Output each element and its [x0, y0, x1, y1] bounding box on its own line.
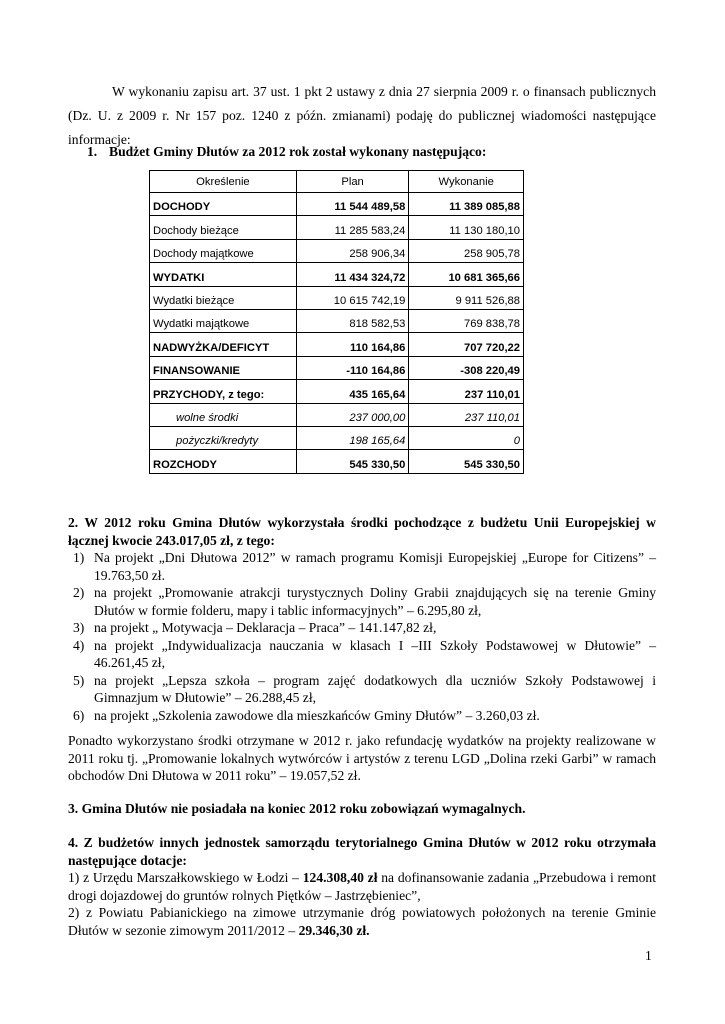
column-header-wykonanie: Wykonanie — [409, 171, 524, 193]
refund-paragraph: Ponadto wykorzystano środki otrzymane w 2012 r. jako refundację wydatków na projekty realizowane w 2011 roku tj. „Promowanie lokalnych wytwórców i artystów z terenu LGD „Dolina rzeki Garbi” w ramach obchodów Dni Dłutowa w 2011 roku” – 19.057,52 zł. — [68, 733, 656, 783]
execution-value: 237 110,01 — [409, 403, 524, 426]
table-row-pozyczki-kredyty — [150, 426, 524, 449]
section-4 — [68, 834, 656, 939]
row-label: NADWYŻKA/DEFICYT — [150, 333, 297, 356]
grant-item-2-prefix: 2) z Powiatu Pabianickiego na zimowe utrzymanie dróg powiatowych położonych na terenie Gminie Dłutów w sezonie zimowym 2011/2012 – — [68, 905, 656, 938]
row-label: FINANSOWANIE — [150, 356, 297, 379]
row-label: WYDATKI — [150, 263, 297, 286]
table-row-przychody — [150, 380, 524, 403]
plan-value: 818 582,53 — [296, 309, 409, 332]
row-label: Dochody bieżące — [150, 216, 297, 239]
execution-value: 237 110,01 — [409, 380, 524, 403]
plan-value: 545 330,50 — [296, 450, 409, 473]
execution-value: 707 720,22 — [409, 333, 524, 356]
list-item-index: 4) — [73, 637, 85, 653]
page-number: 1 — [645, 948, 652, 963]
table-row-finansowanie — [150, 356, 524, 379]
table-row-nadwyzka-deficyt — [150, 333, 524, 356]
list-item — [68, 619, 656, 637]
row-label: Wydatki bieżące — [150, 286, 297, 309]
intro-paragraph: W wykonaniu zapisu art. 37 ust. 1 pkt 2 ustawy z dnia 27 sierpnia 2009 r. o finansach publicznych (Dz. U. z 2009 r. Nr 157 poz. 1240 z późn. zmianami) podaję do publicznej wiadomości następujące informacje: — [68, 83, 656, 147]
table-row-wydatki — [150, 263, 524, 286]
execution-value: 258 905,78 — [409, 239, 524, 262]
grant-item-1-amount: 124.308,40 zł — [302, 870, 378, 885]
table-row-rozchody — [150, 450, 524, 473]
plan-value: 11 434 324,72 — [296, 263, 409, 286]
grant-item-2 — [68, 904, 656, 939]
plan-value: 11 544 489,58 — [296, 193, 409, 216]
grant-item-1 — [68, 869, 656, 904]
row-label: DOCHODY — [150, 193, 297, 216]
execution-value: 9 911 526,88 — [409, 286, 524, 309]
section-2-heading: 2. W 2012 roku Gmina Dłutów wykorzystała środki pochodzące z budżetu Unii Europejskiej w łącznej kwocie 243.017,05 zł, z tego: — [68, 515, 656, 548]
table-row-dochody-biezace — [150, 216, 524, 239]
budget-table-header-row — [150, 171, 524, 193]
list-item — [68, 637, 656, 672]
list-item-text: na projekt „Promowanie atrakcji turystycznych Doliny Grabii znajdujących się na terenie Gminy Dłutów w formie folderu, mapy i tablic informacyjnych” – 6.295,80 zł, — [94, 585, 656, 618]
grant-item-1-prefix: 1) z Urzędu Marszałkowskiego w Łodzi – — [68, 870, 303, 885]
row-label: PRZYCHODY, z tego: — [150, 380, 297, 403]
list-item-index: 1) — [73, 550, 85, 565]
section-2 — [68, 514, 656, 724]
execution-value: 545 330,50 — [409, 450, 524, 473]
section-4-heading: 4. Z budżetów innych jednostek samorządu terytorialnego Gmina Dłutów w 2012 roku otrzymała następujące dotacje: — [68, 835, 656, 868]
execution-value: -308 220,49 — [409, 356, 524, 379]
budget-table — [149, 170, 524, 474]
list-item-text: na projekt „Indywidualizacja nauczania w klasach I –III Szkoły Podstawowej w Dłutowie” – 46.261,45 zł, — [94, 637, 656, 670]
row-label: wolne środki — [150, 403, 297, 426]
list-item-index: 3) — [73, 620, 85, 635]
execution-value: 0 — [409, 426, 524, 449]
section-1-heading — [87, 144, 647, 160]
list-item-text: na projekt „ Motywacja – Deklaracja – Praca” – 141.147,82 zł, — [94, 620, 437, 635]
list-item-text: Na projekt „Dni Dłutowa 2012” w ramach programu Komisji Europejskiej „Europe for Citizens” – 19.763,50 zł. — [94, 550, 656, 583]
plan-value: 10 615 742,19 — [296, 286, 409, 309]
list-item-index: 6) — [73, 707, 85, 723]
list-item-text: na projekt „Szkolenia zawodowe dla mieszkańców Gminy Dłutów” – 3.260,03 zł. — [94, 707, 540, 723]
eu-projects-list — [68, 549, 656, 724]
row-label: Wydatki majątkowe — [150, 309, 297, 332]
execution-value: 11 389 085,88 — [409, 193, 524, 216]
table-row-wydatki-majatkowe — [150, 309, 524, 332]
grant-item-2-amount: 29.346,30 zł. — [298, 922, 370, 938]
plan-value: 435 165,64 — [296, 380, 409, 403]
section-1-number: 1. — [87, 144, 98, 159]
column-header-plan: Plan — [296, 171, 409, 193]
plan-value: 258 906,34 — [296, 239, 409, 262]
list-item — [68, 672, 656, 707]
execution-value: 769 838,78 — [409, 309, 524, 332]
plan-value: 110 164,86 — [296, 333, 409, 356]
execution-value: 11 130 180,10 — [409, 216, 524, 239]
plan-value: 237 000,00 — [296, 403, 409, 426]
table-row-wydatki-biezace — [150, 286, 524, 309]
row-label: ROZCHODY — [150, 450, 297, 473]
list-item — [68, 549, 656, 584]
section-3-heading: 3. Gmina Dłutów nie posiadała na koniec 2012 roku zobowiązań wymagalnych. — [68, 801, 526, 816]
list-item-index: 5) — [73, 672, 85, 688]
section-1-title: Budżet Gminy Dłutów za 2012 rok został wykonany następująco: — [109, 144, 487, 159]
list-item-text: na projekt „Lepsza szkoła – program zajęć dodatkowych dla uczniów Szkoły Podstawowej i Gimnazjum w Dłutowie” – 26.288,45 zł, — [94, 672, 656, 705]
table-row-wolne-srodki — [150, 403, 524, 426]
list-item — [68, 584, 656, 619]
list-item — [68, 707, 656, 725]
table-row-dochody — [150, 193, 524, 216]
list-item-index: 2) — [73, 585, 85, 600]
plan-value: 198 165,64 — [296, 426, 409, 449]
row-label: Dochody majątkowe — [150, 239, 297, 262]
execution-value: 10 681 365,66 — [409, 263, 524, 286]
row-label: pożyczki/kredyty — [150, 426, 297, 449]
plan-value: 11 285 583,24 — [296, 216, 409, 239]
plan-value: -110 164,86 — [296, 356, 409, 379]
grant-item-1-suffix: na dofinansowanie zadania „Przebudowa i remont drogi dojazdowej do gruntów rolnych Piętków – Jastrzębieniec”, — [68, 870, 656, 903]
column-header-okreslenie: Określenie — [150, 171, 297, 193]
table-row-dochody-majatkowe — [150, 239, 524, 262]
